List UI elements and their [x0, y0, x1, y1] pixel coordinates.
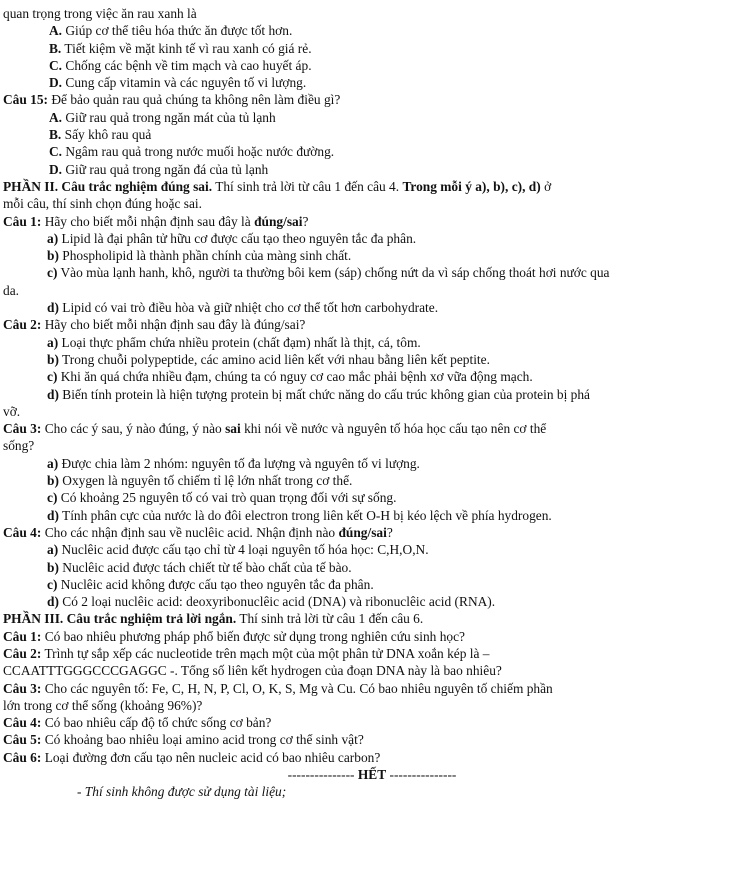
statement-key: c) — [47, 265, 58, 281]
footer-note: - Thí sinh không được sử dụng tài liệu; — [77, 784, 287, 800]
part2-question — [3, 213, 741, 230]
statement-item — [3, 264, 741, 281]
option-letter: B. — [49, 127, 62, 143]
statement-item — [3, 489, 741, 506]
q14-option — [3, 74, 741, 91]
statement-key: c) — [47, 369, 58, 385]
question-text: Cho các nguyên tố: Fe, C, H, N, P, Cl, O, K, S, Mg và Cu. Có bao nhiêu nguyên tố chiếm phần — [44, 680, 553, 696]
statement-continuation: vỡ. — [3, 403, 21, 419]
option-letter: D. — [49, 161, 63, 177]
option-text: Giúp cơ thể tiêu hóa thức ăn được tốt hơn. — [65, 23, 293, 39]
part3-title: PHẦN III. Câu trắc nghiệm trả lời ngắn. — [3, 611, 237, 627]
question-text: Cho các nhận định sau về nuclêic acid. Nhận định nào — [44, 524, 336, 540]
statement-item — [3, 247, 741, 264]
q15-option — [3, 109, 741, 126]
statement-item — [3, 386, 741, 403]
part3-question — [3, 749, 741, 766]
q15-options — [3, 109, 741, 178]
q15-option — [3, 126, 741, 143]
question-continuation: lớn trong cơ thể sống (khoảng 96%)? — [3, 697, 203, 713]
end-text: HẾT — [357, 767, 387, 783]
end-marker — [3, 766, 741, 783]
question-label: Câu 2: — [3, 317, 42, 333]
statement-text: Nuclêic acid không được cấu tạo theo nguyên tắc đa phân. — [60, 576, 374, 592]
option-letter: C. — [49, 57, 63, 73]
part3-heading — [3, 610, 741, 627]
statement-item — [3, 593, 741, 610]
part2-question — [3, 316, 741, 333]
statement-item — [3, 351, 741, 368]
statement-key: c) — [47, 490, 58, 506]
q15-option — [3, 143, 741, 160]
option-text: Cung cấp vitamin và các nguyên tố vi lượng. — [65, 75, 307, 91]
statement-continuation: da. — [3, 282, 19, 298]
q14-option — [3, 22, 741, 39]
question-text-tail: ? — [386, 524, 393, 540]
question-label: Câu 3: — [3, 421, 42, 437]
option-text: Giữ rau quả trong ngăn đá của tủ lạnh — [65, 161, 269, 177]
statement-item — [3, 472, 741, 489]
statement-text: Có khoảng 25 nguyên tố có vai trò quan trọng đối với sự sống. — [60, 490, 397, 506]
statement-text: Oxygen là nguyên tố chiếm tỉ lệ lớn nhất trong cơ thể. — [62, 473, 353, 489]
question-text-bold: sai — [225, 421, 241, 437]
option-letter: A. — [49, 23, 63, 39]
question-text-tail: ? — [302, 213, 309, 229]
part2-questions — [3, 213, 741, 611]
q15-text: Để bảo quản rau quả chúng ta không nên làm điều gì? — [51, 92, 341, 108]
statement-key: d) — [47, 507, 59, 523]
statement-item — [3, 455, 741, 472]
question-label: Câu 2: — [3, 645, 42, 661]
exam-document — [3, 5, 741, 801]
statement-item — [3, 559, 741, 576]
statement-key: c) — [47, 576, 58, 592]
question-text: Hãy cho biết mỗi nhận định sau đây là — [44, 213, 251, 229]
part2-intro-line2: mỗi câu, thí sinh chọn đúng hoặc sai. — [3, 196, 202, 212]
statement-text: Trong chuỗi polypeptide, các amino acid liên kết với nhau bằng liên kết peptite. — [62, 351, 490, 367]
end-dashes-right: --------------- — [389, 767, 457, 783]
statement-text: Được chia làm 2 nhóm: nguyên tố đa lượng và nguyên tố vi lượng. — [61, 455, 420, 471]
statement-item — [3, 368, 741, 385]
question-label: Câu 3: — [3, 680, 42, 696]
q15-option — [3, 161, 741, 178]
question-label: Câu 4: — [3, 524, 42, 540]
part2-heading — [3, 178, 741, 195]
question-label: Câu 6: — [3, 749, 42, 765]
question-text: Có khoảng bao nhiêu loại amino acid trong cơ thể sinh vật? — [44, 732, 364, 748]
option-letter: A. — [49, 109, 63, 125]
statement-text: Loại thực phẩm chứa nhiều protein (chất đạm) nhất là thịt, cá, tôm. — [61, 334, 421, 350]
part3-intro: Thí sinh trả lời từ câu 1 đến câu 6. — [239, 611, 424, 627]
end-dashes-left: --------------- — [287, 767, 355, 783]
statement-key: d) — [47, 386, 59, 402]
statement-item — [3, 576, 741, 593]
statement-key: a) — [47, 230, 59, 246]
part3-question — [3, 731, 741, 748]
part2-intro-bold: Trong mỗi ý a), b), c), d) — [402, 178, 541, 194]
option-text: Giữ rau quả trong ngăn mát của tủ lạnh — [65, 109, 276, 125]
question-text-line2: sống? — [3, 438, 35, 454]
q15-label: Câu 15: — [3, 92, 49, 108]
part2-title: PHẦN II. Câu trắc nghiệm đúng sai. — [3, 178, 213, 194]
question-text-tail: khi nói về nước và nguyên tố hóa học cấu tạo nên cơ thể — [244, 421, 547, 437]
question-continuation: CCAATTTGGGCCCGAGGC -. Tổng số liên kết hydrogen của đoạn DNA này là bao nhiêu? — [3, 663, 502, 679]
question-label: Câu 4: — [3, 715, 42, 731]
statement-text: Lipid có vai trò điều hòa và giữ nhiệt cho cơ thể tốt hơn carbohydrate. — [62, 300, 439, 316]
statement-text: Có 2 loại nuclêic acid: deoxyribonuclêic acid (DNA) và ribonuclêic acid (RNA). — [62, 594, 496, 610]
statement-key: a) — [47, 542, 59, 558]
statement-key: d) — [47, 594, 59, 610]
statement-key: b) — [47, 473, 59, 489]
part2-question — [3, 524, 741, 541]
statement-key: b) — [47, 559, 59, 575]
option-letter: D. — [49, 75, 63, 91]
part2-question — [3, 420, 741, 437]
option-text: Sấy khô rau quả — [64, 127, 152, 143]
statement-text: Nuclêic acid được cấu tạo chỉ từ 4 loại nguyên tố hóa học: C,H,O,N. — [61, 542, 429, 558]
question-text: Trình tự sắp xếp các nucleotide trên mạch một của một phân tử DNA xoắn kép là – — [44, 645, 490, 661]
statement-text: Vào mùa lạnh hanh, khô, người ta thường bôi kem (sáp) chống nứt da vì sáp chống thoát hơi nước qua — [60, 265, 610, 281]
statement-key: d) — [47, 300, 59, 316]
option-text: Tiết kiệm về mặt kinh tế vì rau xanh có giá rẻ. — [64, 40, 312, 56]
statement-item — [3, 334, 741, 351]
statement-item — [3, 507, 741, 524]
statement-text: Tính phân cực của nước là do đôi electron trong liên kết O-H bị kéo lệch về phía hydrogen. — [62, 507, 552, 523]
option-text: Ngâm rau quả trong nước muối hoặc nước đường. — [65, 144, 335, 160]
option-letter: C. — [49, 144, 63, 160]
question-text: Cho các ý sau, ý nào đúng, ý nào — [44, 421, 222, 437]
statement-key: a) — [47, 455, 59, 471]
statement-text: Khi ăn quá chứa nhiều đạm, chúng ta có nguy cơ cao mắc phải bệnh xơ vữa động mạch. — [60, 369, 533, 385]
question-text-bold: đúng/sai — [338, 524, 387, 540]
statement-key: b) — [47, 351, 59, 367]
q14-options — [3, 22, 741, 91]
statement-text: Phospholipid là thành phần chính của màng sinh chất. — [62, 248, 352, 264]
part3-question — [3, 714, 741, 731]
intro-line: quan trọng trong việc ăn rau xanh là — [3, 6, 197, 21]
statement-item — [3, 541, 741, 558]
part3-questions — [3, 628, 741, 766]
part3-question — [3, 645, 741, 662]
q14-option — [3, 40, 741, 57]
statement-text: Biến tính protein là hiện tượng protein bị mất chức năng do cấu trúc không gian của protein bị phá — [62, 386, 590, 402]
statement-key: a) — [47, 334, 59, 350]
question-label: Câu 1: — [3, 213, 42, 229]
statement-text: Nuclêic acid được tách chiết từ tế bào chất của tế bào. — [62, 559, 352, 575]
part2-intro-a: Thí sinh trả lời từ câu 1 đến câu 4. — [215, 178, 400, 194]
option-text: Chống các bệnh về tim mạch và cao huyết áp. — [65, 57, 312, 73]
q15-question — [3, 91, 741, 108]
option-letter: B. — [49, 40, 62, 56]
question-text: Hãy cho biết mỗi nhận định sau đây là đúng/sai? — [44, 317, 306, 333]
statement-key: b) — [47, 248, 59, 264]
part3-question — [3, 628, 741, 645]
part3-question — [3, 680, 741, 697]
question-label: Câu 1: — [3, 628, 42, 644]
part2-intro-b: ở — [544, 178, 552, 194]
question-text: Có bao nhiêu phương pháp phổ biến được sử dụng trong nghiên cứu sinh học? — [44, 628, 465, 644]
question-text: Có bao nhiêu cấp độ tổ chức sống cơ bản? — [44, 715, 272, 731]
statement-item — [3, 230, 741, 247]
question-text-bold: đúng/sai — [254, 213, 303, 229]
question-text: Loại đường đơn cấu tạo nên nucleic acid có bao nhiêu carbon? — [44, 749, 381, 765]
q14-option — [3, 57, 741, 74]
statement-text: Lipid là đại phân tử hữu cơ được cấu tạo theo nguyên tắc đa phân. — [61, 230, 417, 246]
question-label: Câu 5: — [3, 732, 42, 748]
statement-item — [3, 299, 741, 316]
